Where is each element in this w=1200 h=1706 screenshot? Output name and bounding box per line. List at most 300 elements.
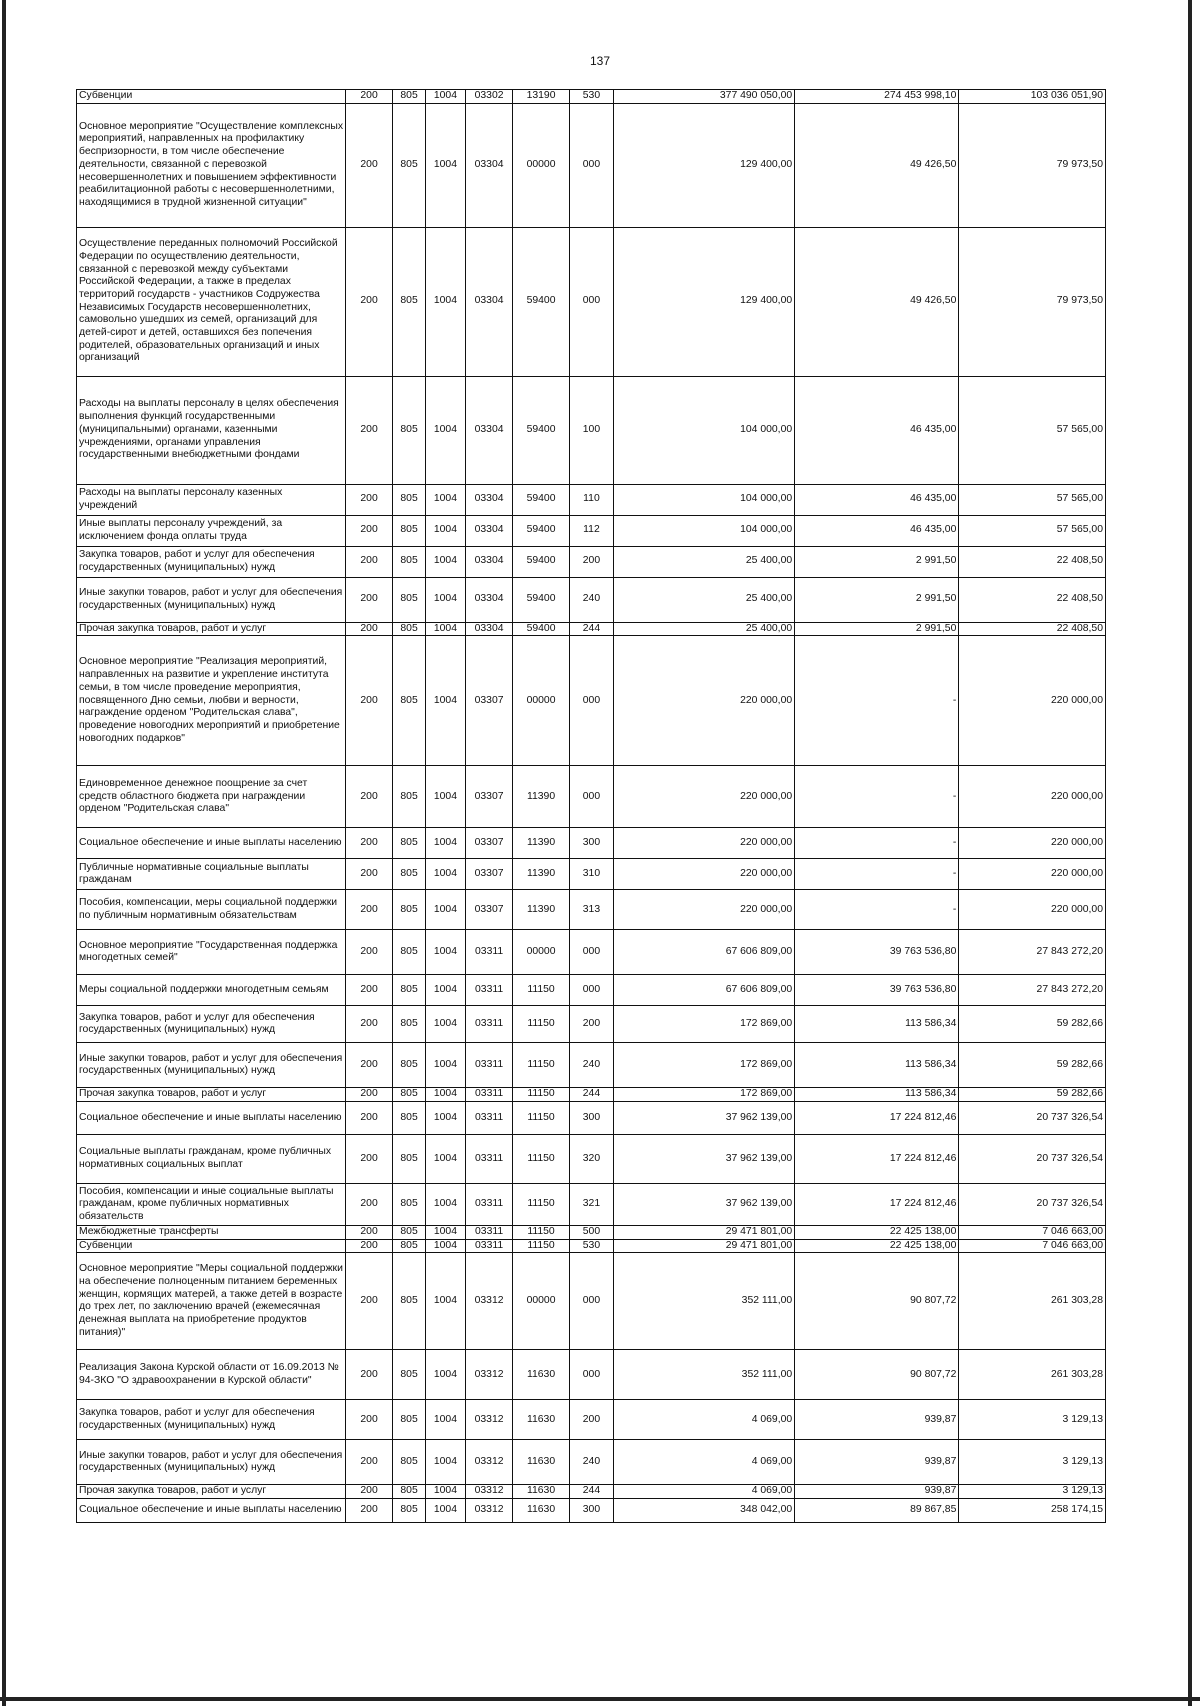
code-program: 03312 xyxy=(465,1499,513,1523)
row-name: Расходы на выплаты персоналу казенных учреждений xyxy=(77,484,346,515)
table-row xyxy=(77,515,1106,546)
code-program: 03304 xyxy=(465,622,513,636)
code-admin: 200 xyxy=(346,1485,393,1499)
code-expense-type: 000 xyxy=(569,930,614,975)
sum-remaining: 79 973,50 xyxy=(959,103,1106,227)
code-section: 805 xyxy=(392,1102,425,1135)
table-row xyxy=(77,1043,1106,1088)
code-subsection: 1004 xyxy=(426,546,465,577)
code-program: 03302 xyxy=(465,90,513,104)
code-section: 805 xyxy=(392,622,425,636)
sum-executed: 90 807,72 xyxy=(795,1350,959,1400)
code-program: 03312 xyxy=(465,1440,513,1485)
sum-remaining: 59 282,66 xyxy=(959,1088,1106,1102)
code-expense-type: 000 xyxy=(569,103,614,227)
code-admin: 200 xyxy=(346,1006,393,1043)
sum-executed: 17 224 812,46 xyxy=(795,1184,959,1226)
sum-planned: 172 869,00 xyxy=(614,1043,795,1088)
table-row xyxy=(77,930,1106,975)
code-subsection: 1004 xyxy=(426,1400,465,1440)
sum-remaining: 79 973,50 xyxy=(959,227,1106,376)
code-section: 805 xyxy=(392,1253,425,1350)
code-admin: 200 xyxy=(346,1239,393,1253)
sum-planned: 352 111,00 xyxy=(614,1253,795,1350)
code-section: 805 xyxy=(392,859,425,890)
sum-executed: - xyxy=(795,890,959,930)
sum-planned: 29 471 801,00 xyxy=(614,1226,795,1240)
code-program: 03311 xyxy=(465,975,513,1006)
code-direction: 11390 xyxy=(513,766,569,828)
code-section: 805 xyxy=(392,1485,425,1499)
code-section: 805 xyxy=(392,1239,425,1253)
sum-executed: 113 586,34 xyxy=(795,1006,959,1043)
code-subsection: 1004 xyxy=(426,1226,465,1240)
code-expense-type: 000 xyxy=(569,1253,614,1350)
code-expense-type: 100 xyxy=(569,376,614,484)
sum-remaining: 20 737 326,54 xyxy=(959,1184,1106,1226)
code-program: 03311 xyxy=(465,1006,513,1043)
row-name: Публичные нормативные социальные выплаты гражданам xyxy=(77,859,346,890)
code-section: 805 xyxy=(392,1043,425,1088)
sum-planned: 104 000,00 xyxy=(614,376,795,484)
sum-executed: - xyxy=(795,828,959,859)
code-direction: 59400 xyxy=(513,227,569,376)
sum-executed: - xyxy=(795,859,959,890)
sum-planned: 348 042,00 xyxy=(614,1499,795,1523)
table-row xyxy=(77,546,1106,577)
row-name: Пособия, компенсации, меры социальной поддержки по публичным нормативным обязательствам xyxy=(77,890,346,930)
code-subsection: 1004 xyxy=(426,1350,465,1400)
sum-executed: 49 426,50 xyxy=(795,227,959,376)
code-admin: 200 xyxy=(346,1102,393,1135)
row-name: Социальные выплаты гражданам, кроме публичных нормативных социальных выплат xyxy=(77,1135,346,1184)
code-program: 03311 xyxy=(465,1184,513,1226)
row-name: Иные выплаты персоналу учреждений, за исключением фонда оплаты труда xyxy=(77,515,346,546)
code-program: 03304 xyxy=(465,577,513,622)
code-section: 805 xyxy=(392,1135,425,1184)
code-subsection: 1004 xyxy=(426,975,465,1006)
table-row xyxy=(77,622,1106,636)
sum-executed: 39 763 536,80 xyxy=(795,975,959,1006)
code-direction: 11630 xyxy=(513,1350,569,1400)
code-admin: 200 xyxy=(346,828,393,859)
sum-remaining: 20 737 326,54 xyxy=(959,1135,1106,1184)
table-row xyxy=(77,1485,1106,1499)
code-direction: 11150 xyxy=(513,1102,569,1135)
code-expense-type: 200 xyxy=(569,1400,614,1440)
sum-planned: 25 400,00 xyxy=(614,622,795,636)
sum-executed: 17 224 812,46 xyxy=(795,1102,959,1135)
code-subsection: 1004 xyxy=(426,1184,465,1226)
sum-planned: 37 962 139,00 xyxy=(614,1102,795,1135)
code-program: 03311 xyxy=(465,930,513,975)
code-expense-type: 244 xyxy=(569,1485,614,1499)
sum-remaining: 59 282,66 xyxy=(959,1043,1106,1088)
sum-remaining: 220 000,00 xyxy=(959,828,1106,859)
sum-planned: 220 000,00 xyxy=(614,890,795,930)
row-name: Иные закупки товаров, работ и услуг для обеспечения государственных (муниципальных) нужд xyxy=(77,1043,346,1088)
table-row xyxy=(77,1226,1106,1240)
code-direction: 59400 xyxy=(513,577,569,622)
code-section: 805 xyxy=(392,546,425,577)
sum-remaining: 7 046 663,00 xyxy=(959,1239,1106,1253)
code-subsection: 1004 xyxy=(426,622,465,636)
code-subsection: 1004 xyxy=(426,1006,465,1043)
code-direction: 59400 xyxy=(513,515,569,546)
code-section: 805 xyxy=(392,828,425,859)
code-program: 03304 xyxy=(465,546,513,577)
code-subsection: 1004 xyxy=(426,636,465,766)
sum-executed: 17 224 812,46 xyxy=(795,1135,959,1184)
code-expense-type: 112 xyxy=(569,515,614,546)
sum-executed: 113 586,34 xyxy=(795,1043,959,1088)
code-direction: 59400 xyxy=(513,376,569,484)
code-admin: 200 xyxy=(346,766,393,828)
table-row xyxy=(77,636,1106,766)
table-row xyxy=(77,766,1106,828)
code-admin: 200 xyxy=(346,546,393,577)
sum-executed: 939,87 xyxy=(795,1400,959,1440)
sum-planned: 25 400,00 xyxy=(614,546,795,577)
code-expense-type: 244 xyxy=(569,622,614,636)
table-row xyxy=(77,1184,1106,1226)
sum-planned: 104 000,00 xyxy=(614,484,795,515)
code-subsection: 1004 xyxy=(426,890,465,930)
code-subsection: 1004 xyxy=(426,766,465,828)
code-subsection: 1004 xyxy=(426,1043,465,1088)
code-program: 03304 xyxy=(465,515,513,546)
code-section: 805 xyxy=(392,1350,425,1400)
sum-executed: 46 435,00 xyxy=(795,515,959,546)
code-section: 805 xyxy=(392,1440,425,1485)
code-program: 03307 xyxy=(465,890,513,930)
code-direction: 11630 xyxy=(513,1499,569,1523)
code-direction: 11630 xyxy=(513,1440,569,1485)
row-name: Закупка товаров, работ и услуг для обеспечения государственных (муниципальных) нужд xyxy=(77,1006,346,1043)
code-expense-type: 000 xyxy=(569,975,614,1006)
table-row xyxy=(77,1400,1106,1440)
code-expense-type: 200 xyxy=(569,1006,614,1043)
code-admin: 200 xyxy=(346,515,393,546)
table-row xyxy=(77,1006,1106,1043)
code-expense-type: 300 xyxy=(569,1499,614,1523)
code-direction: 11390 xyxy=(513,859,569,890)
code-subsection: 1004 xyxy=(426,1088,465,1102)
row-name: Социальное обеспечение и иные выплаты населению xyxy=(77,1499,346,1523)
sum-executed: 49 426,50 xyxy=(795,103,959,227)
sum-remaining: 27 843 272,20 xyxy=(959,975,1106,1006)
row-name: Меры социальной поддержки многодетным семьям xyxy=(77,975,346,1006)
sum-planned: 220 000,00 xyxy=(614,859,795,890)
sum-remaining: 22 408,50 xyxy=(959,577,1106,622)
code-program: 03311 xyxy=(465,1088,513,1102)
code-expense-type: 240 xyxy=(569,1440,614,1485)
row-name: Закупка товаров, работ и услуг для обеспечения государственных (муниципальных) нужд xyxy=(77,1400,346,1440)
code-admin: 200 xyxy=(346,484,393,515)
code-direction: 11150 xyxy=(513,975,569,1006)
code-subsection: 1004 xyxy=(426,828,465,859)
sum-executed: 90 807,72 xyxy=(795,1253,959,1350)
code-section: 805 xyxy=(392,515,425,546)
code-expense-type: 320 xyxy=(569,1135,614,1184)
code-section: 805 xyxy=(392,103,425,227)
row-name: Социальное обеспечение и иные выплаты населению xyxy=(77,828,346,859)
code-expense-type: 000 xyxy=(569,766,614,828)
code-program: 03311 xyxy=(465,1239,513,1253)
row-name: Прочая закупка товаров, работ и услуг xyxy=(77,1485,346,1499)
code-admin: 200 xyxy=(346,890,393,930)
sum-planned: 67 606 809,00 xyxy=(614,930,795,975)
code-program: 03311 xyxy=(465,1135,513,1184)
table-row xyxy=(77,1499,1106,1523)
page-edge-bottom xyxy=(0,1697,1200,1701)
code-admin: 200 xyxy=(346,1499,393,1523)
code-admin: 200 xyxy=(346,577,393,622)
code-direction: 11390 xyxy=(513,828,569,859)
code-expense-type: 240 xyxy=(569,1043,614,1088)
code-section: 805 xyxy=(392,766,425,828)
code-subsection: 1004 xyxy=(426,577,465,622)
sum-planned: 67 606 809,00 xyxy=(614,975,795,1006)
code-section: 805 xyxy=(392,636,425,766)
code-expense-type: 313 xyxy=(569,890,614,930)
page-number: 137 xyxy=(589,54,611,68)
code-direction: 11630 xyxy=(513,1400,569,1440)
code-expense-type: 530 xyxy=(569,90,614,104)
code-expense-type: 000 xyxy=(569,636,614,766)
sum-executed: 939,87 xyxy=(795,1485,959,1499)
code-section: 805 xyxy=(392,890,425,930)
sum-executed: 939,87 xyxy=(795,1440,959,1485)
row-name: Основное мероприятие "Меры социальной поддержки на обеспечение полноценным питанием беременных женщин, кормящих матерей, а также детей в возрасте до трех лет, по заключению врачей (ежемесячная денежная выплата на приобретение продуктов питания)" xyxy=(77,1253,346,1350)
sum-executed: 22 425 138,00 xyxy=(795,1239,959,1253)
code-direction: 59400 xyxy=(513,622,569,636)
sum-planned: 4 069,00 xyxy=(614,1485,795,1499)
code-expense-type: 244 xyxy=(569,1088,614,1102)
row-name: Единовременное денежное поощрение за счет средств областного бюджета при награждении орденом "Родительская слава" xyxy=(77,766,346,828)
sum-remaining: 20 737 326,54 xyxy=(959,1102,1106,1135)
code-section: 805 xyxy=(392,1184,425,1226)
code-expense-type: 500 xyxy=(569,1226,614,1240)
code-direction: 59400 xyxy=(513,484,569,515)
table-row xyxy=(77,1102,1106,1135)
sum-remaining: 261 303,28 xyxy=(959,1253,1106,1350)
table-row xyxy=(77,1440,1106,1485)
row-name: Социальное обеспечение и иные выплаты населению xyxy=(77,1102,346,1135)
table-row xyxy=(77,890,1106,930)
code-expense-type: 000 xyxy=(569,1350,614,1400)
row-name: Реализация Закона Курской области от 16.09.2013 № 94-ЗКО "О здравоохранении в Курской области" xyxy=(77,1350,346,1400)
sum-planned: 377 490 050,00 xyxy=(614,90,795,104)
code-admin: 200 xyxy=(346,975,393,1006)
sum-remaining: 7 046 663,00 xyxy=(959,1226,1106,1240)
row-name: Прочая закупка товаров, работ и услуг xyxy=(77,622,346,636)
code-expense-type: 530 xyxy=(569,1239,614,1253)
code-direction: 00000 xyxy=(513,636,569,766)
code-expense-type: 310 xyxy=(569,859,614,890)
code-section: 805 xyxy=(392,90,425,104)
sum-remaining: 3 129,13 xyxy=(959,1485,1106,1499)
code-section: 805 xyxy=(392,1006,425,1043)
sum-remaining: 22 408,50 xyxy=(959,622,1106,636)
code-expense-type: 300 xyxy=(569,828,614,859)
code-direction: 11150 xyxy=(513,1043,569,1088)
code-subsection: 1004 xyxy=(426,227,465,376)
sum-remaining: 220 000,00 xyxy=(959,859,1106,890)
code-direction: 11390 xyxy=(513,890,569,930)
row-name: Пособия, компенсации и иные социальные выплаты гражданам, кроме публичных нормативных обязательств xyxy=(77,1184,346,1226)
table-row xyxy=(77,1239,1106,1253)
sum-executed: 2 991,50 xyxy=(795,577,959,622)
sum-planned: 4 069,00 xyxy=(614,1440,795,1485)
code-subsection: 1004 xyxy=(426,859,465,890)
code-admin: 200 xyxy=(346,1135,393,1184)
code-admin: 200 xyxy=(346,1253,393,1350)
sum-executed: - xyxy=(795,636,959,766)
table-row xyxy=(77,1088,1106,1102)
code-admin: 200 xyxy=(346,1350,393,1400)
sum-remaining: 220 000,00 xyxy=(959,636,1106,766)
sum-planned: 37 962 139,00 xyxy=(614,1135,795,1184)
code-expense-type: 321 xyxy=(569,1184,614,1226)
table-body xyxy=(77,90,1106,1523)
table-row xyxy=(77,484,1106,515)
sum-planned: 220 000,00 xyxy=(614,636,795,766)
code-program: 03304 xyxy=(465,376,513,484)
code-subsection: 1004 xyxy=(426,376,465,484)
sum-executed: 2 991,50 xyxy=(795,546,959,577)
row-name: Межбюджетные трансферты xyxy=(77,1226,346,1240)
code-direction: 13190 xyxy=(513,90,569,104)
code-section: 805 xyxy=(392,227,425,376)
code-direction: 00000 xyxy=(513,103,569,227)
table-row xyxy=(77,577,1106,622)
code-program: 03304 xyxy=(465,227,513,376)
sum-executed: 274 453 998,10 xyxy=(795,90,959,104)
code-expense-type: 200 xyxy=(569,546,614,577)
code-subsection: 1004 xyxy=(426,1499,465,1523)
sum-remaining: 220 000,00 xyxy=(959,766,1106,828)
code-admin: 200 xyxy=(346,859,393,890)
sum-executed: 2 991,50 xyxy=(795,622,959,636)
code-program: 03304 xyxy=(465,484,513,515)
sum-planned: 104 000,00 xyxy=(614,515,795,546)
row-name: Иные закупки товаров, работ и услуг для обеспечения государственных (муниципальных) нужд xyxy=(77,577,346,622)
code-program: 03304 xyxy=(465,103,513,227)
sum-remaining: 57 565,00 xyxy=(959,515,1106,546)
code-program: 03307 xyxy=(465,828,513,859)
code-program: 03312 xyxy=(465,1485,513,1499)
code-subsection: 1004 xyxy=(426,1485,465,1499)
row-name: Субвенции xyxy=(77,90,346,104)
code-direction: 11150 xyxy=(513,1226,569,1240)
code-program: 03311 xyxy=(465,1102,513,1135)
code-program: 03307 xyxy=(465,859,513,890)
code-subsection: 1004 xyxy=(426,484,465,515)
code-subsection: 1004 xyxy=(426,90,465,104)
code-subsection: 1004 xyxy=(426,1440,465,1485)
code-direction: 11150 xyxy=(513,1239,569,1253)
row-name: Расходы на выплаты персоналу в целях обеспечения выполнения функций государственными (муниципальными) органами, казенными учреждениями, органами управления государственными внебюджетными фондами xyxy=(77,376,346,484)
table-row xyxy=(77,828,1106,859)
table-row xyxy=(77,90,1106,104)
row-name: Основное мероприятие "Государственная поддержка многодетных семей" xyxy=(77,930,346,975)
code-program: 03311 xyxy=(465,1226,513,1240)
code-subsection: 1004 xyxy=(426,515,465,546)
sum-remaining: 57 565,00 xyxy=(959,376,1106,484)
code-subsection: 1004 xyxy=(426,1253,465,1350)
sum-remaining: 261 303,28 xyxy=(959,1350,1106,1400)
sum-remaining: 59 282,66 xyxy=(959,1006,1106,1043)
code-section: 805 xyxy=(392,1499,425,1523)
sum-remaining: 3 129,13 xyxy=(959,1400,1106,1440)
row-name: Иные закупки товаров, работ и услуг для обеспечения государственных (муниципальных) нужд xyxy=(77,1440,346,1485)
page-edge-left xyxy=(2,0,6,1706)
code-direction: 59400 xyxy=(513,546,569,577)
code-expense-type: 000 xyxy=(569,227,614,376)
code-direction: 00000 xyxy=(513,930,569,975)
sum-remaining: 103 036 051,90 xyxy=(959,90,1106,104)
code-program: 03312 xyxy=(465,1400,513,1440)
sum-planned: 172 869,00 xyxy=(614,1006,795,1043)
row-name: Закупка товаров, работ и услуг для обеспечения государственных (муниципальных) нужд xyxy=(77,546,346,577)
row-name: Основное мероприятие "Осуществление комплексных мероприятий, направленных на профилактику беспризорности, в том числе обеспечение деятельности, связанной с перевозкой несовершеннолетних и повышением эффективности реабилитационной работы с несовершеннолетними, находящимися в трудной жизненной ситуации" xyxy=(77,103,346,227)
code-admin: 200 xyxy=(346,227,393,376)
sum-planned: 129 400,00 xyxy=(614,103,795,227)
row-name: Субвенции xyxy=(77,1239,346,1253)
code-program: 03307 xyxy=(465,766,513,828)
code-expense-type: 300 xyxy=(569,1102,614,1135)
sum-remaining: 22 408,50 xyxy=(959,546,1106,577)
table-row xyxy=(77,1135,1106,1184)
code-subsection: 1004 xyxy=(426,103,465,227)
code-section: 805 xyxy=(392,1088,425,1102)
code-program: 03307 xyxy=(465,636,513,766)
sum-planned: 220 000,00 xyxy=(614,766,795,828)
table-row xyxy=(77,376,1106,484)
sum-remaining: 3 129,13 xyxy=(959,1440,1106,1485)
table-row xyxy=(77,103,1106,227)
sum-planned: 37 962 139,00 xyxy=(614,1184,795,1226)
code-direction: 11150 xyxy=(513,1088,569,1102)
code-section: 805 xyxy=(392,376,425,484)
code-section: 805 xyxy=(392,930,425,975)
code-admin: 200 xyxy=(346,1226,393,1240)
code-admin: 200 xyxy=(346,930,393,975)
code-admin: 200 xyxy=(346,1043,393,1088)
table-row xyxy=(77,1253,1106,1350)
row-name: Основное мероприятие "Реализация мероприятий, направленных на развитие и укрепление института семьи, в том числе проведение мероприятия, посвященного Дню семьи, любви и верности, награждение орденом "Родительская слава", проведение новогодних мероприятий и приобретение новогодних подарков" xyxy=(77,636,346,766)
page-edge-right xyxy=(1188,0,1192,1706)
sum-executed: 22 425 138,00 xyxy=(795,1226,959,1240)
row-name: Осуществление переданных полномочий Российской Федерации по осуществлению деятельности, связанной с перевозкой между субъектами Российской Федерации, а также в пределах территорий государств - участников Содружества Независимых Государств несовершеннолетних, самовольно ушедших из семей, организаций для детей-сирот и детей, оставшихся без попечения родителей, образовательных организаций и иных организаций xyxy=(77,227,346,376)
code-admin: 200 xyxy=(346,1088,393,1102)
sum-planned: 220 000,00 xyxy=(614,828,795,859)
sum-remaining: 57 565,00 xyxy=(959,484,1106,515)
sum-remaining: 258 174,15 xyxy=(959,1499,1106,1523)
code-program: 03312 xyxy=(465,1350,513,1400)
budget-table xyxy=(76,89,1106,1523)
code-subsection: 1004 xyxy=(426,1135,465,1184)
code-section: 805 xyxy=(392,975,425,1006)
code-section: 805 xyxy=(392,484,425,515)
sum-planned: 29 471 801,00 xyxy=(614,1239,795,1253)
code-direction: 11150 xyxy=(513,1006,569,1043)
sum-planned: 129 400,00 xyxy=(614,227,795,376)
code-section: 805 xyxy=(392,1400,425,1440)
code-admin: 200 xyxy=(346,1184,393,1226)
code-admin: 200 xyxy=(346,376,393,484)
